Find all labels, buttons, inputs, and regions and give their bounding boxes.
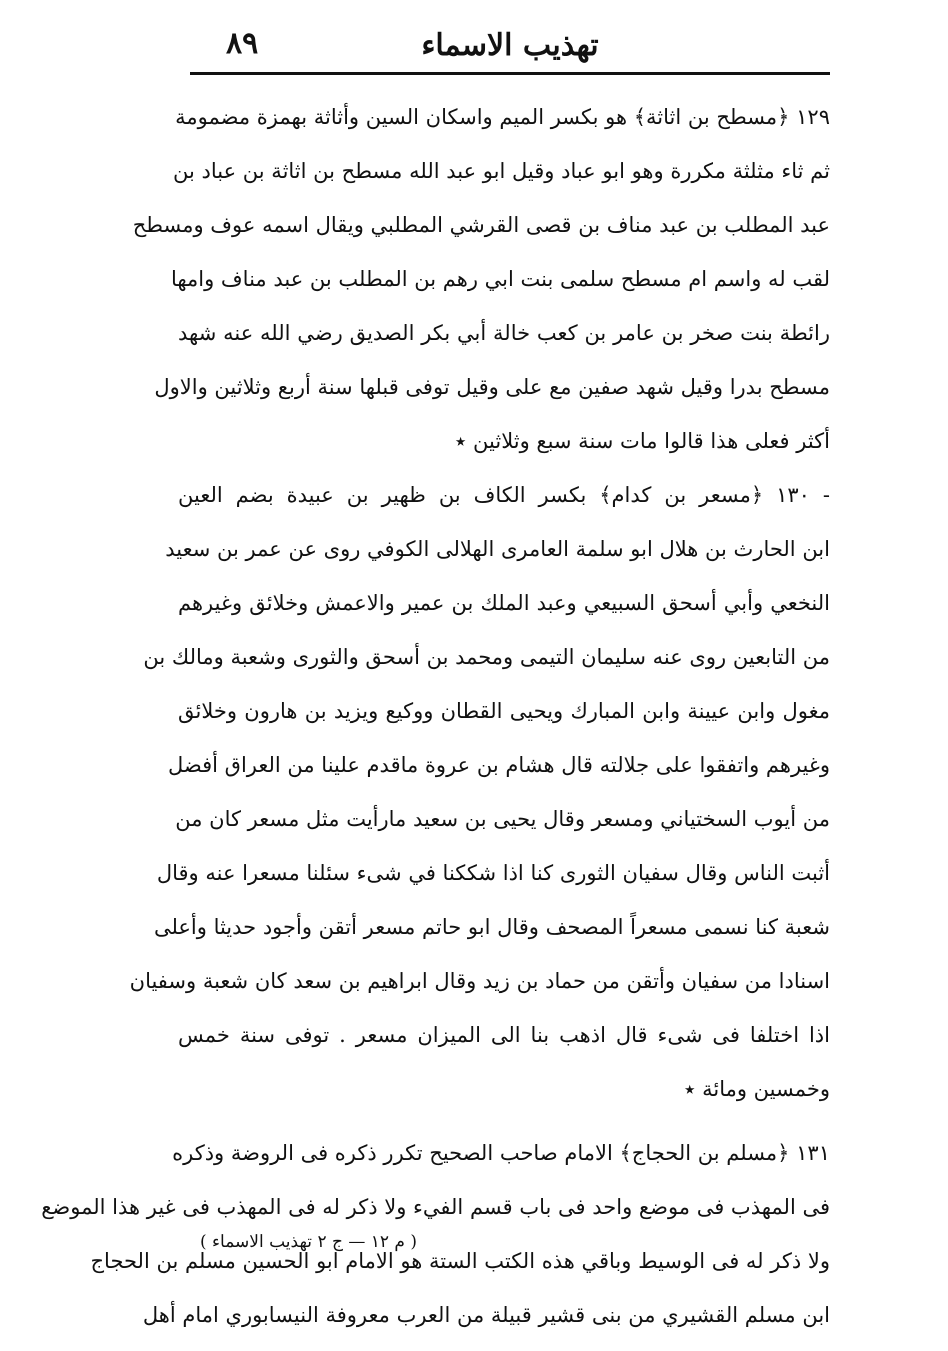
- page-body: [41, 90, 831, 1342]
- text-line: ثم ثاء مثلثة مكررة وهو ابو عباد وقيل ابو عبد الله مسطح بن اثاثة بن عباد بن: [173, 159, 830, 183]
- text-line: رائطة بنت صخر بن عامر بن كعب خالة أبي بكر الصديق رضي الله عنه شهد: [178, 321, 830, 345]
- header-rule: [190, 72, 830, 75]
- text-line: - ١٣٠ ﴿مسعر بن كدام﴾ بكسر الكاف بن ظهير بن عبيدة بضم العين: [178, 483, 830, 507]
- text-line: من أيوب السختياني ومسعر وقال يحيى بن سعيد مارأيت مثل مسعر كان من: [175, 807, 830, 831]
- text-line: فى المهذب فى موضع واحد فى باب قسم الفيء ولا ذكر له فى المهذب فى غير هذا الموضع: [41, 1195, 830, 1219]
- page-header: [190, 22, 830, 72]
- text-line: ولا ذكر له فى الوسيط وباقي هذه الكتب الستة هو الامام ابو الحسين مسلم بن الحجاج: [90, 1249, 830, 1273]
- text-line: ١٣١ ﴿مسلم بن الحجاج﴾ الامام صاحب الصحيح تكرر ذكره فى الروضة وذكره: [172, 1141, 830, 1165]
- text-line: مسطح بدرا وقيل شهد صفين مع على وقيل توفى قبلها سنة أربع وثلاثين والاول: [154, 375, 830, 399]
- text-line: ابن الحارث بن هلال ابو سلمة العامرى الهلالى الكوفي روى عن عمر بن سعيد: [165, 537, 830, 561]
- text-line: عبد المطلب بن عبد مناف بن قصى القرشي المطلبي ويقال اسمه عوف ومسطح: [132, 213, 830, 237]
- entry-129: [132, 90, 830, 468]
- text-line: ابن مسلم القشيري من بنى قشير قبيلة من العرب معروفة النيسابوري امام أهل: [142, 1303, 830, 1327]
- running-title: تهذيب الاسماء: [421, 28, 599, 63]
- text-line: لقب له واسم ام مسطح سلمى بنت ابي رهم بن المطلب بن عبد مناف وامها: [170, 267, 830, 291]
- text-line: النخعي وأبي أسحق السبيعي وعبد الملك بن عمير والاعمش وخلائق وغيرهم: [178, 591, 830, 615]
- text-line: أكثر فعلى هذا قالوا مات سنة سبع وثلاثين ٭: [454, 429, 830, 453]
- text-line: مغول وابن عيينة وابن المبارك ويحيى القطان ووكيع ويزيد بن هارون وخلائق: [178, 699, 831, 723]
- text-line: ١٢٩ ﴿مسطح بن اثاثة﴾ هو بكسر الميم واسكان السين وأثاثة بهمزة مضمومة: [175, 105, 830, 129]
- entry-gap: [178, 1116, 830, 1126]
- text-line: وخمسين ومائة ٭: [683, 1077, 830, 1101]
- text-line: شعبة كنا نسمى مسعراً المصحف وقال ابو حاتم مسعر أتقن وأجود حديثا وأعلى: [153, 915, 830, 939]
- text-line: اسنادا من سفيان وأتقن من حماد بن زيد وقال ابراهيم بن سعد كان شعبة وسفيان: [129, 969, 830, 993]
- text-line: اذا اختلفا فى شىء قال اذهب بنا الى الميزان مسعر . توفى سنة خمس: [178, 1023, 830, 1047]
- text-line: أثبت الناس وقال سفيان الثورى كنا اذا شككنا في شىء سئلنا مسعرا عنه وقال: [156, 861, 830, 885]
- page-number: ٨٩: [226, 26, 259, 61]
- signature-line: ( م ١٢ — ج ٢ تهذيب الاسماء ): [200, 1232, 417, 1252]
- text-line: من التابعين روى عنه سليمان التيمى ومحمد بن أسحق والثورى وشعبة ومالك بن: [143, 645, 830, 669]
- text-line: وغيرهم واتفقوا على جلالته قال هشام بن عروة ماقدم علينا من العراق أفضل: [167, 753, 830, 777]
- entry-130: [129, 468, 831, 1116]
